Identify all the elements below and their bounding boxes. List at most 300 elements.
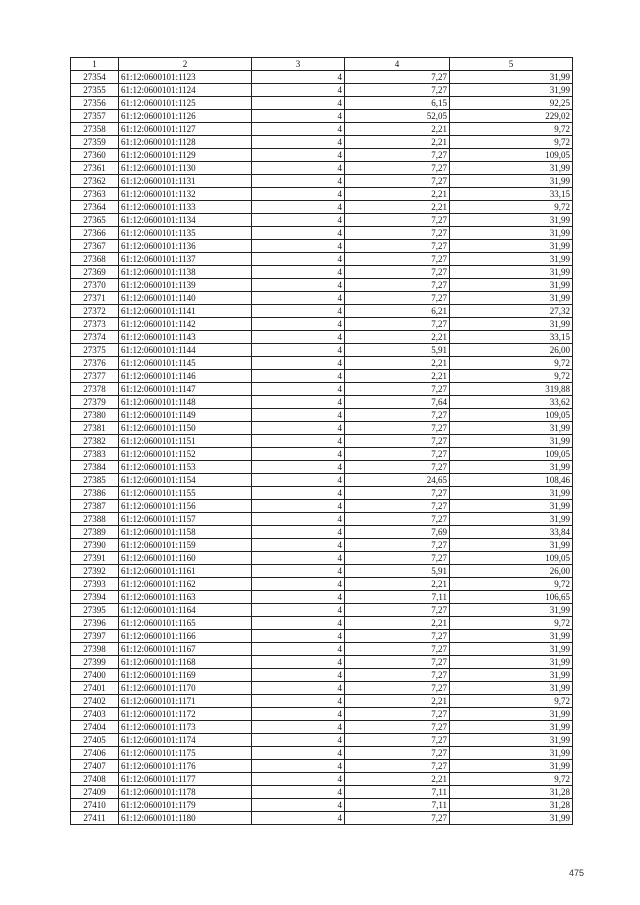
cadastral-number: 61:12:0600101:1143 [119,331,252,344]
value-cell: 31,99 [450,760,573,773]
row-number: 27409 [71,786,119,799]
area-cell: 7,27 [345,422,450,435]
row-number: 27391 [71,552,119,565]
cadastral-number: 61:12:0600101:1131 [119,175,252,188]
table-row [71,578,573,591]
table-row [71,396,573,409]
cadastral-number: 61:12:0600101:1162 [119,578,252,591]
cadastral-number: 61:12:0600101:1152 [119,448,252,461]
value-cell: 9,72 [450,695,573,708]
area-cell: 7,27 [345,84,450,97]
area-cell: 7,27 [345,721,450,734]
code-cell: 4 [252,591,345,604]
row-number: 27393 [71,578,119,591]
table-row [71,474,573,487]
value-cell: 33,15 [450,331,573,344]
code-cell: 4 [252,162,345,175]
code-cell: 4 [252,578,345,591]
code-cell: 4 [252,682,345,695]
value-cell: 9,72 [450,357,573,370]
area-cell: 7,27 [345,461,450,474]
row-number: 27397 [71,630,119,643]
cadastral-number: 61:12:0600101:1125 [119,97,252,110]
area-cell: 7,69 [345,526,450,539]
cadastral-number: 61:12:0600101:1156 [119,500,252,513]
code-cell: 4 [252,71,345,84]
value-cell: 31,99 [450,747,573,760]
row-number: 27400 [71,669,119,682]
cadastral-number: 61:12:0600101:1134 [119,214,252,227]
area-cell: 7,27 [345,487,450,500]
cadastral-number: 61:12:0600101:1180 [119,812,252,825]
value-cell: 33,62 [450,396,573,409]
area-cell: 7,27 [345,500,450,513]
table-row [71,812,573,825]
code-cell: 4 [252,461,345,474]
cadastral-number: 61:12:0600101:1123 [119,71,252,84]
row-number: 27401 [71,682,119,695]
code-cell: 4 [252,760,345,773]
row-number: 27387 [71,500,119,513]
row-number: 27398 [71,643,119,656]
row-number: 27384 [71,461,119,474]
value-cell: 31,99 [450,214,573,227]
code-cell: 4 [252,305,345,318]
row-number: 27379 [71,396,119,409]
code-cell: 4 [252,370,345,383]
table-row [71,214,573,227]
table-row [71,656,573,669]
code-cell: 4 [252,513,345,526]
value-cell: 31,99 [450,630,573,643]
cadastral-number: 61:12:0600101:1149 [119,409,252,422]
data-table [70,57,573,825]
table-row [71,344,573,357]
code-cell: 4 [252,110,345,123]
value-cell: 31,99 [450,721,573,734]
table-row [71,357,573,370]
row-number: 27382 [71,435,119,448]
code-cell: 4 [252,175,345,188]
row-number: 27390 [71,539,119,552]
area-cell: 7,27 [345,760,450,773]
area-cell: 7,27 [345,409,450,422]
value-cell: 31,99 [450,513,573,526]
table-row [71,266,573,279]
value-cell: 26,00 [450,565,573,578]
row-number: 27363 [71,188,119,201]
code-cell: 4 [252,344,345,357]
value-cell: 229,02 [450,110,573,123]
code-cell: 4 [252,630,345,643]
value-cell: 31,99 [450,604,573,617]
code-cell: 4 [252,773,345,786]
value-cell: 92,25 [450,97,573,110]
table-row [71,318,573,331]
cadastral-number: 61:12:0600101:1155 [119,487,252,500]
area-cell: 7,27 [345,149,450,162]
row-number: 27368 [71,253,119,266]
cadastral-number: 61:12:0600101:1127 [119,123,252,136]
row-number: 27403 [71,708,119,721]
row-number: 27362 [71,175,119,188]
table-row [71,110,573,123]
area-cell: 7,11 [345,786,450,799]
cadastral-number: 61:12:0600101:1163 [119,591,252,604]
area-cell: 5,91 [345,565,450,578]
code-cell: 4 [252,812,345,825]
table-row [71,123,573,136]
table-row [71,617,573,630]
value-cell: 31,99 [450,84,573,97]
code-cell: 4 [252,201,345,214]
value-cell: 319,88 [450,383,573,396]
row-number: 27367 [71,240,119,253]
area-cell: 2,21 [345,123,450,136]
table-row [71,552,573,565]
row-number: 27361 [71,162,119,175]
cadastral-number: 61:12:0600101:1139 [119,279,252,292]
value-cell: 31,99 [450,253,573,266]
value-cell: 31,99 [450,318,573,331]
area-cell: 2,21 [345,695,450,708]
cadastral-number: 61:12:0600101:1140 [119,292,252,305]
code-cell: 4 [252,149,345,162]
cadastral-number: 61:12:0600101:1173 [119,721,252,734]
cadastral-number: 61:12:0600101:1129 [119,149,252,162]
cadastral-number: 61:12:0600101:1128 [119,136,252,149]
value-cell: 31,99 [450,461,573,474]
area-cell: 7,27 [345,162,450,175]
area-cell: 7,27 [345,214,450,227]
cadastral-number: 61:12:0600101:1161 [119,565,252,578]
area-cell: 7,27 [345,175,450,188]
row-number: 27389 [71,526,119,539]
cadastral-number: 61:12:0600101:1178 [119,786,252,799]
area-cell: 7,27 [345,734,450,747]
table-row [71,604,573,617]
value-cell: 108,46 [450,474,573,487]
table-row [71,747,573,760]
row-number: 27355 [71,84,119,97]
code-cell: 4 [252,721,345,734]
cadastral-number: 61:12:0600101:1151 [119,435,252,448]
value-cell: 109,05 [450,409,573,422]
code-cell: 4 [252,552,345,565]
code-cell: 4 [252,747,345,760]
row-number: 27381 [71,422,119,435]
cadastral-number: 61:12:0600101:1138 [119,266,252,279]
row-number: 27408 [71,773,119,786]
row-number: 27373 [71,318,119,331]
row-number: 27372 [71,305,119,318]
row-number: 27380 [71,409,119,422]
area-cell: 6,15 [345,97,450,110]
value-cell: 26,00 [450,344,573,357]
table-row [71,630,573,643]
table-row [71,370,573,383]
table-row [71,461,573,474]
area-cell: 24,65 [345,474,450,487]
area-cell: 7,27 [345,292,450,305]
cadastral-number: 61:12:0600101:1164 [119,604,252,617]
table-row [71,136,573,149]
code-cell: 4 [252,526,345,539]
code-cell: 4 [252,604,345,617]
row-number: 27376 [71,357,119,370]
area-cell: 7,27 [345,812,450,825]
code-cell: 4 [252,695,345,708]
row-number: 27369 [71,266,119,279]
table-row [71,682,573,695]
value-cell: 31,99 [450,292,573,305]
code-cell: 4 [252,708,345,721]
value-cell: 31,99 [450,708,573,721]
code-cell: 4 [252,357,345,370]
table-row [71,773,573,786]
code-cell: 4 [252,266,345,279]
cadastral-number: 61:12:0600101:1176 [119,760,252,773]
cadastral-number: 61:12:0600101:1166 [119,630,252,643]
area-cell: 2,21 [345,188,450,201]
table-body [71,71,573,825]
cadastral-number: 61:12:0600101:1141 [119,305,252,318]
area-cell: 7,27 [345,656,450,669]
cadastral-number: 61:12:0600101:1167 [119,643,252,656]
value-cell: 9,72 [450,136,573,149]
code-cell: 4 [252,227,345,240]
cadastral-number: 61:12:0600101:1169 [119,669,252,682]
code-cell: 4 [252,331,345,344]
area-cell: 7,27 [345,253,450,266]
value-cell: 31,99 [450,175,573,188]
cadastral-number: 61:12:0600101:1165 [119,617,252,630]
row-number: 27378 [71,383,119,396]
code-cell: 4 [252,84,345,97]
row-number: 27396 [71,617,119,630]
column-header-1: 1 [71,58,119,71]
code-cell: 4 [252,487,345,500]
code-cell: 4 [252,656,345,669]
table-row [71,513,573,526]
value-cell: 31,99 [450,682,573,695]
row-number: 27377 [71,370,119,383]
column-header-4: 4 [345,58,450,71]
value-cell: 31,99 [450,227,573,240]
code-cell: 4 [252,318,345,331]
table-row [71,591,573,604]
table-row [71,422,573,435]
cadastral-number: 61:12:0600101:1130 [119,162,252,175]
table-row [71,760,573,773]
row-number: 27388 [71,513,119,526]
table-row [71,383,573,396]
value-cell: 31,99 [450,487,573,500]
code-cell: 4 [252,214,345,227]
code-cell: 4 [252,409,345,422]
row-number: 27357 [71,110,119,123]
code-cell: 4 [252,292,345,305]
area-cell: 52,05 [345,110,450,123]
row-number: 27356 [71,97,119,110]
table-row [71,786,573,799]
row-number: 27406 [71,747,119,760]
area-cell: 7,27 [345,669,450,682]
code-cell: 4 [252,97,345,110]
value-cell: 31,28 [450,799,573,812]
row-number: 27383 [71,448,119,461]
table-row [71,539,573,552]
code-cell: 4 [252,669,345,682]
row-number: 27370 [71,279,119,292]
cadastral-number: 61:12:0600101:1168 [119,656,252,669]
cadastral-number: 61:12:0600101:1142 [119,318,252,331]
code-cell: 4 [252,500,345,513]
cadastral-number: 61:12:0600101:1136 [119,240,252,253]
row-number: 27359 [71,136,119,149]
area-cell: 7,11 [345,591,450,604]
row-number: 27358 [71,123,119,136]
code-cell: 4 [252,539,345,552]
table-row [71,695,573,708]
cadastral-number: 61:12:0600101:1144 [119,344,252,357]
area-cell: 7,27 [345,240,450,253]
code-cell: 4 [252,123,345,136]
area-cell: 7,27 [345,539,450,552]
cadastral-number: 61:12:0600101:1147 [119,383,252,396]
cadastral-number: 61:12:0600101:1172 [119,708,252,721]
value-cell: 9,72 [450,617,573,630]
cadastral-number: 61:12:0600101:1133 [119,201,252,214]
value-cell: 9,72 [450,773,573,786]
cadastral-number: 61:12:0600101:1145 [119,357,252,370]
area-cell: 5,91 [345,344,450,357]
row-number: 27411 [71,812,119,825]
value-cell: 9,72 [450,201,573,214]
table-row [71,799,573,812]
value-cell: 109,05 [450,149,573,162]
cadastral-number: 61:12:0600101:1126 [119,110,252,123]
value-cell: 31,99 [450,500,573,513]
row-number: 27402 [71,695,119,708]
area-cell: 2,21 [345,357,450,370]
value-cell: 31,99 [450,240,573,253]
area-cell: 2,21 [345,370,450,383]
row-number: 27374 [71,331,119,344]
row-number: 27371 [71,292,119,305]
cadastral-number: 61:12:0600101:1170 [119,682,252,695]
table-row [71,149,573,162]
area-cell: 7,11 [345,799,450,812]
cadastral-number: 61:12:0600101:1177 [119,773,252,786]
code-cell: 4 [252,136,345,149]
cadastral-number: 61:12:0600101:1175 [119,747,252,760]
value-cell: 9,72 [450,123,573,136]
value-cell: 33,15 [450,188,573,201]
area-cell: 7,27 [345,747,450,760]
table-row [71,253,573,266]
area-cell: 2,21 [345,331,450,344]
cadastral-number: 61:12:0600101:1137 [119,253,252,266]
table-row [71,734,573,747]
row-number: 27354 [71,71,119,84]
row-number: 27366 [71,227,119,240]
value-cell: 31,99 [450,734,573,747]
value-cell: 31,99 [450,279,573,292]
table-row [71,487,573,500]
value-cell: 109,05 [450,448,573,461]
area-cell: 2,21 [345,617,450,630]
value-cell: 109,05 [450,552,573,565]
table-row [71,500,573,513]
area-cell: 7,27 [345,513,450,526]
code-cell: 4 [252,617,345,630]
cadastral-number: 61:12:0600101:1160 [119,552,252,565]
table-row [71,409,573,422]
code-cell: 4 [252,448,345,461]
cadastral-number: 61:12:0600101:1157 [119,513,252,526]
table-row [71,708,573,721]
area-cell: 2,21 [345,201,450,214]
table-row [71,201,573,214]
table-row [71,643,573,656]
area-cell: 7,27 [345,643,450,656]
table-row [71,292,573,305]
table-row [71,448,573,461]
table-row [71,240,573,253]
row-number: 27395 [71,604,119,617]
cadastral-number: 61:12:0600101:1159 [119,539,252,552]
cadastral-number: 61:12:0600101:1171 [119,695,252,708]
row-number: 27404 [71,721,119,734]
area-cell: 7,64 [345,396,450,409]
area-cell: 7,27 [345,435,450,448]
table-row [71,721,573,734]
value-cell: 33,84 [450,526,573,539]
code-cell: 4 [252,435,345,448]
page-number: 475 [568,868,584,878]
cadastral-number: 61:12:0600101:1174 [119,734,252,747]
area-cell: 7,27 [345,383,450,396]
area-cell: 6,21 [345,305,450,318]
cadastral-number: 61:12:0600101:1132 [119,188,252,201]
area-cell: 7,27 [345,318,450,331]
row-number: 27392 [71,565,119,578]
row-number: 27399 [71,656,119,669]
area-cell: 7,27 [345,448,450,461]
table-row [71,162,573,175]
area-cell: 2,21 [345,773,450,786]
table-row [71,97,573,110]
column-header-2: 2 [119,58,252,71]
cadastral-number: 61:12:0600101:1146 [119,370,252,383]
code-cell: 4 [252,422,345,435]
row-number: 27410 [71,799,119,812]
code-cell: 4 [252,799,345,812]
area-cell: 7,27 [345,604,450,617]
row-number: 27385 [71,474,119,487]
value-cell: 31,28 [450,786,573,799]
table-row [71,71,573,84]
code-cell: 4 [252,253,345,266]
table-row [71,565,573,578]
row-number: 27407 [71,760,119,773]
cadastral-number: 61:12:0600101:1150 [119,422,252,435]
table-row [71,331,573,344]
row-number: 27360 [71,149,119,162]
value-cell: 31,99 [450,656,573,669]
code-cell: 4 [252,786,345,799]
